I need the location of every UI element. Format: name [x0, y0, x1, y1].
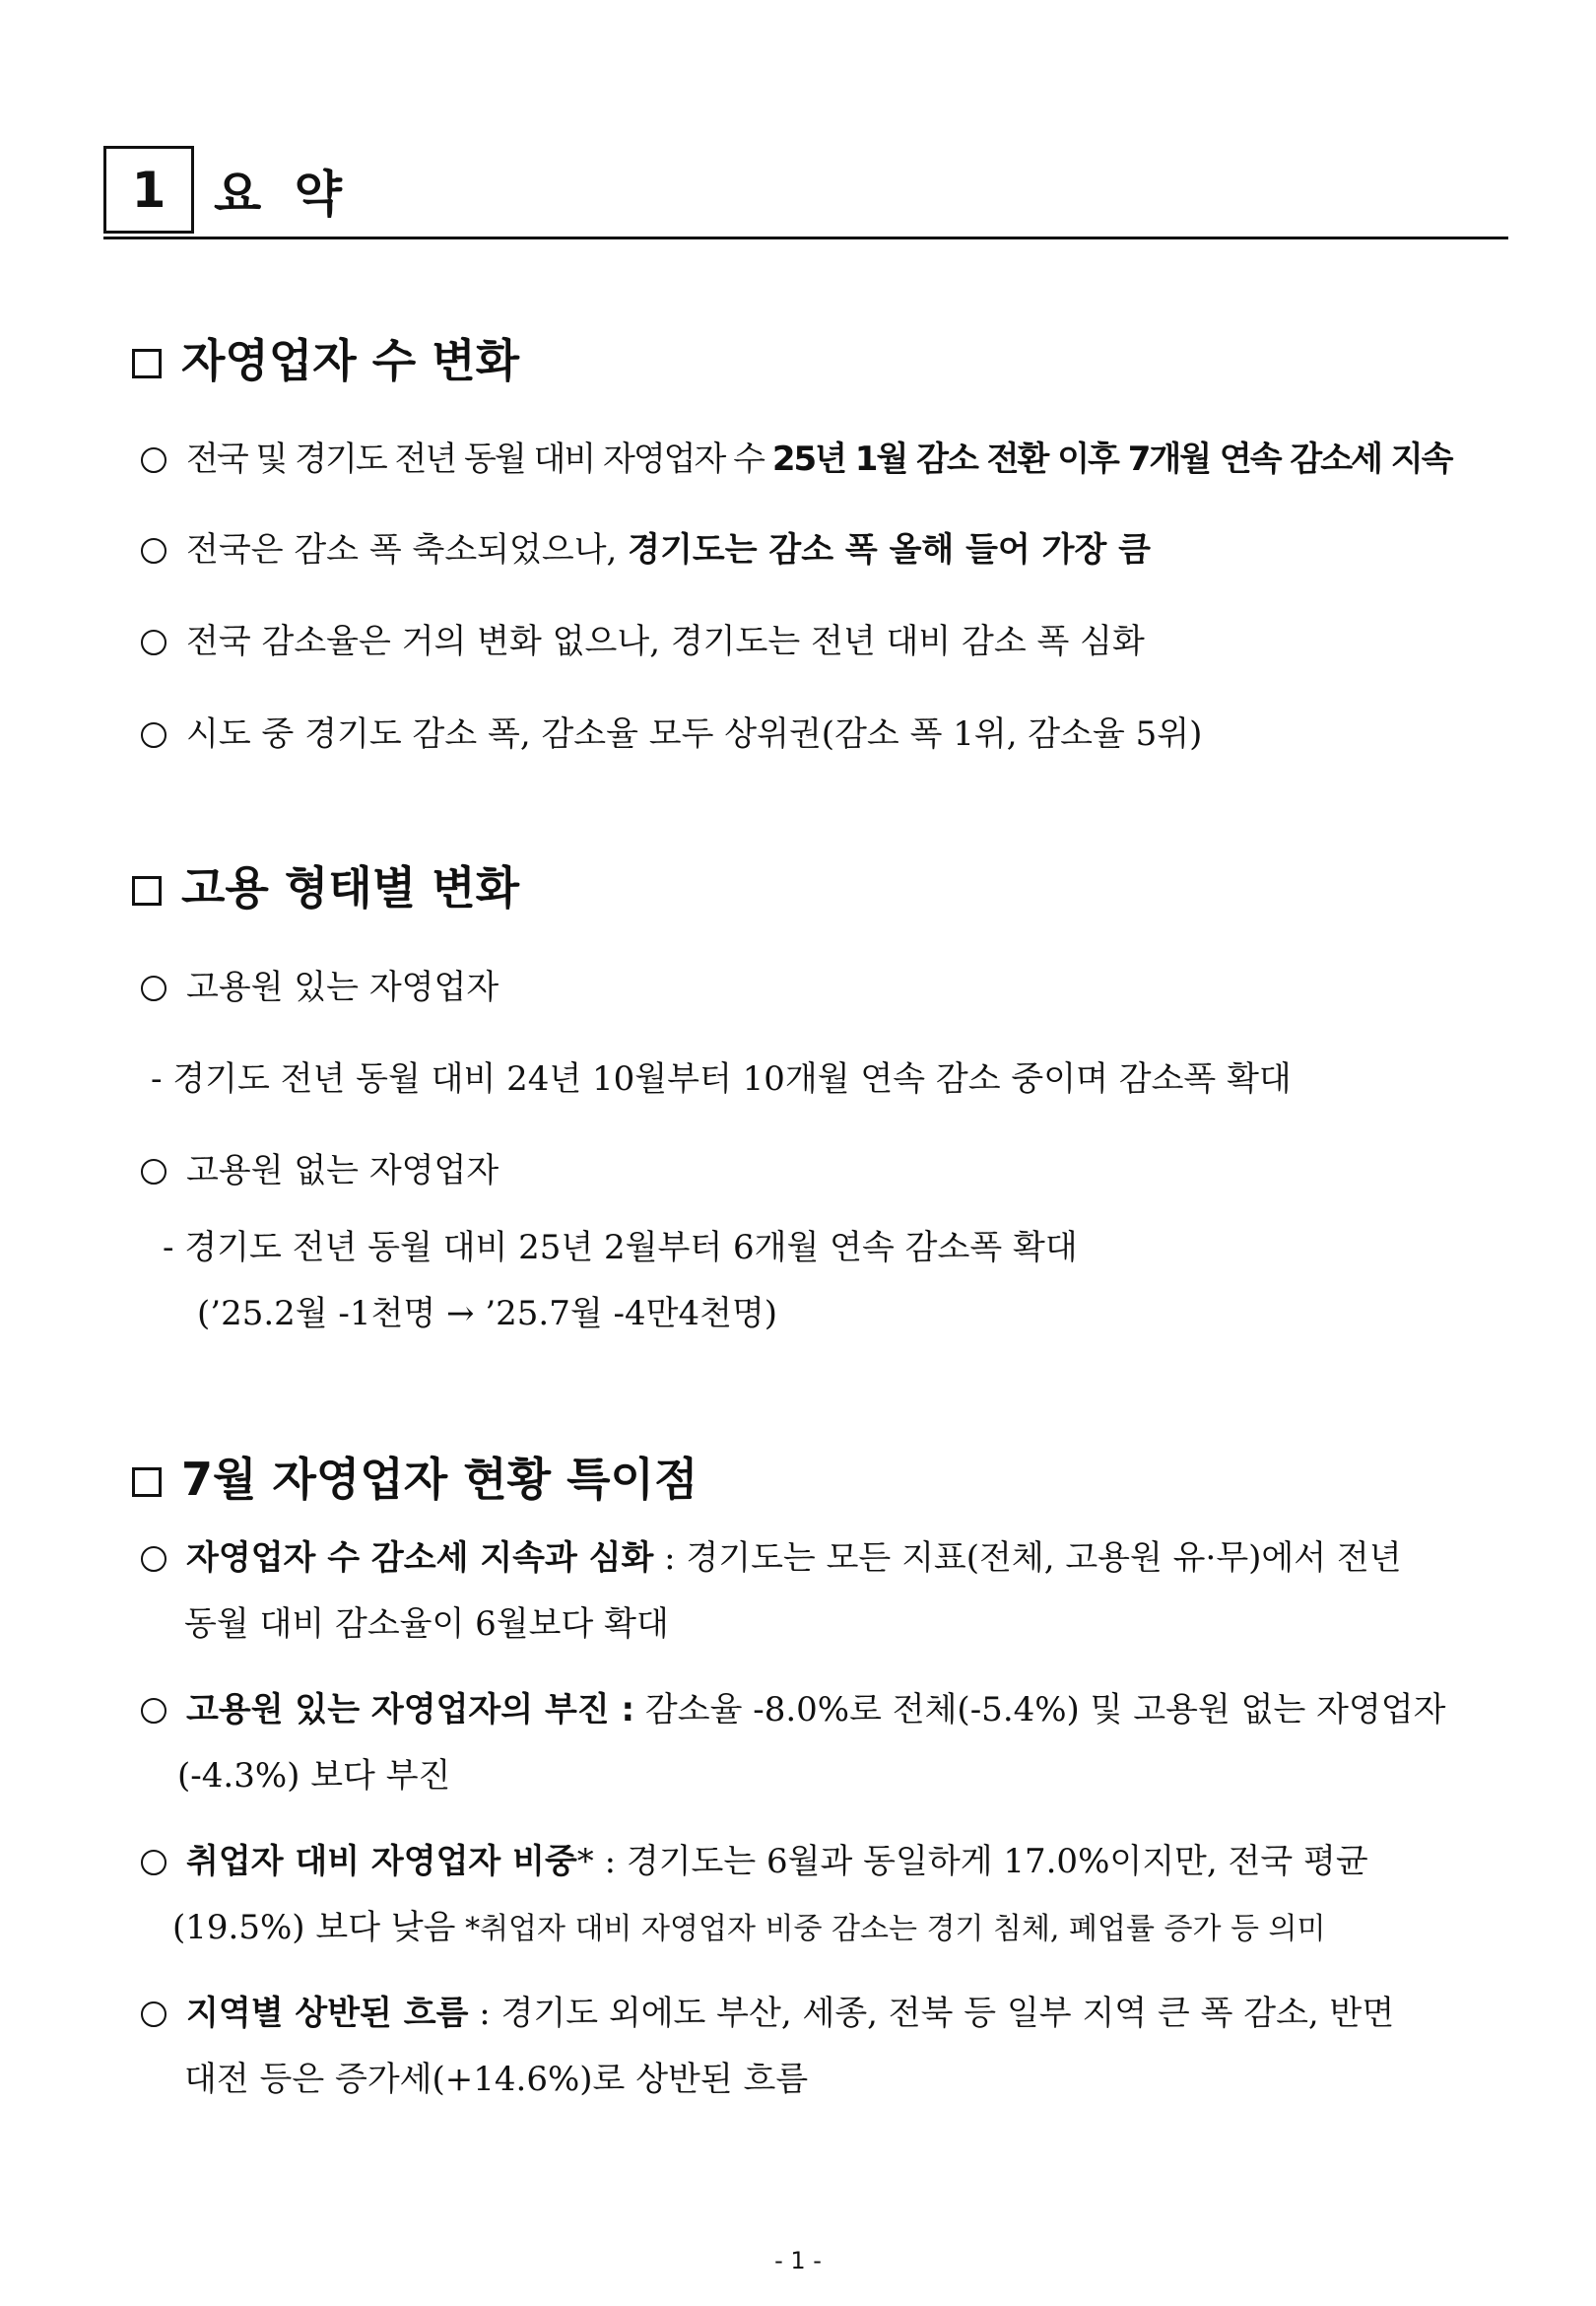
circle-bullet-icon — [141, 1546, 166, 1572]
circle-bullet-icon — [141, 538, 166, 564]
circle-bullet-icon — [141, 630, 166, 655]
page-number: - 1 - — [774, 2247, 822, 2274]
list-item-continuation: 대전 등은 증가세(+14.6%)로 상반된 흐름 — [184, 2060, 809, 2099]
list-item-continuation: (19.5%) 보다 낮음 *취업자 대비 자영업자 비중 감소는 경기 침체, 폐업률 증가 등 의미 — [172, 1908, 1326, 1947]
circle-bullet-icon — [141, 447, 166, 473]
list-subitem-detail: (’25.2월 -1천명 → ’25.7월 -4만4천명) — [197, 1294, 778, 1333]
list-item: 고용원 있는 자영업자 — [141, 967, 499, 1008]
circle-bullet-icon — [141, 976, 166, 1001]
circle-bullet-icon — [141, 1159, 166, 1185]
footnote-text: *취업자 대비 자영업자 비중 감소는 경기 침체, 폐업률 증가 등 의미 — [455, 1912, 1326, 1946]
circle-bullet-icon — [141, 1698, 166, 1724]
section-header — [103, 146, 1508, 239]
circle-bullet-icon — [141, 1850, 166, 1875]
list-item: 지역별 상반된 흐름 : 경기도 외에도 부산, 세종, 전북 등 일부 지역 큰 폭 감소, 반면 — [141, 1993, 1394, 2034]
section-heading-3: 7월 자영업자 현황 특이점 — [132, 1444, 698, 1509]
list-item: 전국 감소율은 거의 변화 없으나, 경기도는 전년 대비 감소 폭 심화 — [141, 621, 1145, 662]
list-item: 고용원 있는 자영업자의 부진 : 감소율 -8.0%로 전체(-5.4%) 및 고용원 없는 자영업자 — [141, 1689, 1446, 1730]
section-heading-1: 자영업자 수 변화 — [132, 325, 519, 390]
list-item-continuation: (-4.3%) 보다 부진 — [177, 1756, 451, 1796]
list-item: 고용원 없는 자영업자 — [141, 1150, 499, 1191]
list-item-continuation: 동월 대비 감소율이 6월보다 확대 — [184, 1604, 669, 1644]
list-item: 전국은 감소 폭 축소되었으나, 경기도는 감소 폭 올해 들어 가장 큼 — [141, 529, 1151, 571]
list-subitem: - 경기도 전년 동월 대비 24년 10월부터 10개월 연속 감소 중이며 감소폭 확대 — [151, 1059, 1292, 1099]
section-heading-2: 고용 형태별 변화 — [132, 852, 519, 917]
circle-bullet-icon — [141, 2001, 166, 2027]
list-item: 시도 중 경기도 감소 폭, 감소율 모두 상위권(감소 폭 1위, 감소율 5위) — [141, 713, 1202, 755]
circle-bullet-icon — [141, 722, 166, 748]
list-item: 자영업자 수 감소세 지속과 심화 : 경기도는 모든 지표(전체, 고용원 유·무)에서 전년 — [141, 1537, 1402, 1579]
list-item: 전국 및 경기도 전년 동월 대비 자영업자 수 25년 1월 감소 전환 이후 7개월 연속 감소세 지속 — [141, 439, 1451, 480]
checkbox-square-icon — [132, 349, 162, 378]
section-number: 1 — [103, 146, 194, 234]
page-title: 요 약 — [214, 165, 351, 223]
checkbox-square-icon — [132, 876, 162, 906]
checkbox-square-icon — [132, 1467, 162, 1497]
list-subitem: - 경기도 전년 동월 대비 25년 2월부터 6개월 연속 감소폭 확대 — [163, 1228, 1078, 1267]
list-item: 취업자 대비 자영업자 비중* : 경기도는 6월과 동일하게 17.0%이지만, 전국 평균 — [141, 1841, 1368, 1882]
